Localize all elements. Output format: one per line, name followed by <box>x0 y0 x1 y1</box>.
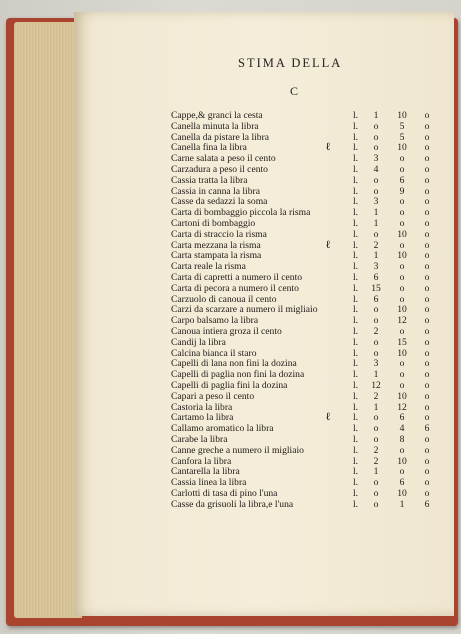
entry-value-1: o <box>373 174 379 186</box>
entry-unit: l. <box>353 261 359 273</box>
entry-name: Carpo balsamo la libra <box>171 315 259 327</box>
entry-value-3: o <box>424 120 430 132</box>
entry-name: Carta stampata la risma <box>171 250 262 262</box>
entry-value-1: 2 <box>373 455 379 467</box>
entry-value-3: o <box>424 347 430 359</box>
margin-mark: ℓ <box>326 411 331 424</box>
entry-value-3: o <box>424 250 430 262</box>
entry-unit: l. <box>353 347 359 359</box>
entry-unit: l. <box>353 239 359 251</box>
entry-value-3: o <box>424 131 430 143</box>
entry-name: Carabe la libra <box>171 433 228 445</box>
entry-name: Cassia linea la libra <box>171 477 247 489</box>
entry-unit: l. <box>353 228 359 240</box>
entry-value-1: 1 <box>373 207 379 219</box>
entry-name: Carzi da scarzare a numero il migliaio <box>171 304 318 316</box>
entry-name: Canfora la libra <box>171 455 232 467</box>
entry-value-3: o <box>424 390 430 402</box>
entry-unit: l. <box>353 358 359 370</box>
entry-value-1: 3 <box>373 358 379 370</box>
list-item <box>171 284 441 295</box>
entry-name: Callamo aromatico la libra <box>171 423 274 435</box>
entry-unit: l. <box>353 131 359 143</box>
entry-unit: l. <box>353 217 359 229</box>
entry-unit: l. <box>353 325 359 337</box>
entry-value-2: 10 <box>397 110 407 121</box>
list-item <box>171 392 441 403</box>
entry-value-2: 9 <box>399 185 405 197</box>
entry-value-2: o <box>399 271 405 283</box>
entry-unit: l. <box>353 390 359 402</box>
entry-value-3: o <box>424 477 430 489</box>
entry-value-3: o <box>424 379 430 391</box>
entry-value-3: o <box>424 174 430 186</box>
entry-value-1: 1 <box>373 110 379 121</box>
entry-value-3: o <box>424 142 430 154</box>
margin-mark: ℓ <box>326 141 331 154</box>
entry-name: Capelli di paglia non fini la dozina <box>171 369 305 381</box>
entry-value-2: o <box>399 261 405 273</box>
entry-name: Cantarella la libra <box>171 466 240 478</box>
entry-value-2: 10 <box>397 455 407 467</box>
entry-unit: l. <box>353 477 359 489</box>
entry-unit: l. <box>353 487 359 499</box>
entry-value-3: o <box>424 228 430 240</box>
entry-unit: l. <box>353 250 359 262</box>
entry-value-2: o <box>399 369 405 381</box>
entry-unit: l. <box>353 401 359 413</box>
entry-value-2: 12 <box>397 401 407 413</box>
entry-value-3: o <box>424 304 430 316</box>
entry-value-3: o <box>424 163 430 175</box>
entry-value-1: 3 <box>373 153 379 165</box>
entry-value-1: o <box>373 423 379 435</box>
entry-value-2: 6 <box>399 174 405 186</box>
entry-name: Cassia tratta la libra <box>171 174 248 186</box>
entry-value-2: o <box>399 153 405 165</box>
entry-value-1: o <box>373 477 379 489</box>
entry-name: Cassia in canna la libra <box>171 185 260 197</box>
entry-unit: l. <box>353 185 359 197</box>
list-item <box>171 500 441 511</box>
entry-unit: l. <box>353 498 359 510</box>
entry-name: Carta di bombaggio piccola la risma <box>171 207 311 219</box>
entry-value-2: 10 <box>397 487 407 499</box>
entry-value-1: o <box>373 131 379 143</box>
entry-value-2: o <box>399 358 405 370</box>
entry-unit: l. <box>353 455 359 467</box>
entry-name: Calcina bianca il staro <box>171 347 257 359</box>
entry-value-2: 10 <box>397 142 407 154</box>
entry-unit: l. <box>353 163 359 175</box>
entry-name: Carta mezzana la risma <box>171 239 261 251</box>
entry-value-1: o <box>373 228 379 240</box>
entry-name: Capelli di lana non fini la dozina <box>171 358 297 370</box>
entry-value-2: 5 <box>399 131 405 143</box>
entry-name: Capari a peso il cento <box>171 390 255 402</box>
entry-value-2: 10 <box>397 250 407 262</box>
entry-name: Candij la libra <box>171 336 226 348</box>
entry-value-2: 6 <box>399 477 405 489</box>
list-item <box>171 122 441 133</box>
entry-name: Canoua intiera groza il cento <box>171 325 282 337</box>
entry-unit: l. <box>353 423 359 435</box>
entry-unit: l. <box>353 315 359 327</box>
entry-unit: l. <box>353 207 359 219</box>
entry-value-1: o <box>373 498 379 510</box>
entry-unit: l. <box>353 120 359 132</box>
list-item <box>171 338 441 349</box>
entry-value-2: o <box>399 379 405 391</box>
list-item <box>171 446 441 457</box>
entry-value-3: o <box>424 110 430 121</box>
entry-unit: l. <box>353 282 359 294</box>
entry-name: Carzadura a peso il cento <box>171 163 268 175</box>
section-letter: C <box>290 84 299 98</box>
list-item <box>171 176 441 187</box>
entry-value-1: 3 <box>373 261 379 273</box>
entry-name: Capelli di paglia fini la dozina <box>171 379 288 391</box>
entry-value-1: 1 <box>373 250 379 262</box>
entry-value-3: o <box>424 412 430 424</box>
entry-unit: l. <box>353 466 359 478</box>
entry-unit: l. <box>353 412 359 424</box>
entry-name: Canne greche a numero il migliaio <box>171 444 304 456</box>
entry-value-3: o <box>424 217 430 229</box>
entry-name: Casse da grisuoli la libra,e l'una <box>171 498 294 510</box>
entry-name: Carta di straccio la risma <box>171 228 267 240</box>
entry-name: Carta reale la risma <box>171 261 246 273</box>
entry-value-3: o <box>424 207 430 219</box>
entry-name: Canella fina la libra <box>171 142 247 154</box>
entry-value-1: 1 <box>373 217 379 229</box>
entry-value-1: 2 <box>373 325 379 337</box>
entry-value-3: o <box>424 487 430 499</box>
entry-name: Cartamo la libra <box>171 412 234 424</box>
entry-value-3: o <box>424 455 430 467</box>
entry-value-1: 2 <box>373 444 379 456</box>
entry-value-2: 6 <box>399 412 405 424</box>
entry-name: Cappe,& granci la cesta <box>171 110 263 121</box>
entry-value-3: o <box>424 271 430 283</box>
entry-name: Carzuolo di canoua il cento <box>171 293 277 305</box>
entry-unit: l. <box>353 304 359 316</box>
entry-value-2: o <box>399 466 405 478</box>
entry-value-1: 2 <box>373 239 379 251</box>
entry-value-2: o <box>399 325 405 337</box>
entry-unit: l. <box>353 153 359 165</box>
entry-value-2: 15 <box>397 336 407 348</box>
entry-value-1: o <box>373 315 379 327</box>
entry-value-1: 6 <box>373 293 379 305</box>
entry-unit: l. <box>353 379 359 391</box>
entry-value-3: o <box>424 282 430 294</box>
entry-unit: l. <box>353 110 359 121</box>
entry-value-2: 12 <box>397 315 407 327</box>
entry-value-2: 10 <box>397 304 407 316</box>
entry-value-2: o <box>399 444 405 456</box>
page-title: STIMA DELLA <box>238 56 343 70</box>
entry-value-3: 6 <box>424 423 430 435</box>
entry-value-3: o <box>424 185 430 197</box>
entry-value-2: o <box>399 163 405 175</box>
margin-mark: ℓ <box>326 238 331 251</box>
entry-value-1: o <box>373 412 379 424</box>
entry-value-2: 4 <box>399 423 405 435</box>
entry-name: Canella minuta la libra <box>171 120 259 132</box>
entry-unit: l. <box>353 433 359 445</box>
entry-value-1: 2 <box>373 390 379 402</box>
entry-value-2: o <box>399 239 405 251</box>
entry-value-2: o <box>399 196 405 208</box>
entry-value-3: o <box>424 196 430 208</box>
entry-name: Cartoni di bombaggio <box>171 217 256 229</box>
entry-unit: l. <box>353 444 359 456</box>
entry-value-2: 8 <box>399 433 405 445</box>
page-edges <box>14 22 82 618</box>
entry-unit: l. <box>353 142 359 154</box>
entry-value-2: 10 <box>397 390 407 402</box>
entry-value-1: 1 <box>373 369 379 381</box>
entry-unit: l. <box>353 293 359 305</box>
entry-name: Carne salata a peso il cento <box>171 153 276 165</box>
entry-value-3: o <box>424 153 430 165</box>
entry-unit: l. <box>353 271 359 283</box>
entry-value-1: o <box>373 433 379 445</box>
entry-value-2: o <box>399 217 405 229</box>
entry-name: Carta di pecora a numero il cento <box>171 282 299 294</box>
entry-value-3: o <box>424 433 430 445</box>
entry-value-1: 12 <box>371 379 381 391</box>
entry-name: Carta di capretti a numero il cento <box>171 271 303 283</box>
entry-value-1: o <box>373 185 379 197</box>
entry-value-1: 1 <box>373 466 379 478</box>
entry-unit: l. <box>353 369 359 381</box>
entry-name: Castoria la libra <box>171 401 233 413</box>
entry-list <box>171 111 441 510</box>
entry-value-2: 5 <box>399 120 405 132</box>
entry-value-3: o <box>424 261 430 273</box>
entry-value-2: 1 <box>399 498 405 510</box>
entry-value-1: 6 <box>373 271 379 283</box>
entry-value-3: o <box>424 401 430 413</box>
entry-value-1: o <box>373 120 379 132</box>
entry-value-1: 4 <box>373 163 379 175</box>
entry-value-3: o <box>424 315 430 327</box>
entry-unit: l. <box>353 196 359 208</box>
entry-value-3: o <box>424 336 430 348</box>
entry-value-1: 15 <box>371 282 381 294</box>
entry-value-2: o <box>399 282 405 294</box>
entry-name: Casse da sedazzi la soma <box>171 196 268 208</box>
entry-value-3: o <box>424 325 430 337</box>
entry-value-3: o <box>424 466 430 478</box>
entry-value-3: o <box>424 444 430 456</box>
entry-name: Carlotti di tasa di pino l'una <box>171 487 278 499</box>
entry-unit: l. <box>353 174 359 186</box>
entry-value-2: o <box>399 207 405 219</box>
entry-value-2: 10 <box>397 347 407 359</box>
entry-name: Canella da pistare la libra <box>171 131 270 143</box>
entry-value-3: o <box>424 293 430 305</box>
entry-value-3: o <box>424 369 430 381</box>
entry-value-1: o <box>373 142 379 154</box>
entry-value-1: o <box>373 347 379 359</box>
entry-value-2: o <box>399 293 405 305</box>
entry-value-1: o <box>373 336 379 348</box>
entry-value-1: 3 <box>373 196 379 208</box>
list-item <box>171 230 441 241</box>
entry-value-2: 10 <box>397 228 407 240</box>
entry-value-3: 6 <box>424 498 430 510</box>
entry-value-3: o <box>424 358 430 370</box>
entry-value-1: o <box>373 487 379 499</box>
entry-value-3: o <box>424 239 430 251</box>
entry-value-1: 1 <box>373 401 379 413</box>
entry-value-1: o <box>373 304 379 316</box>
entry-unit: l. <box>353 336 359 348</box>
